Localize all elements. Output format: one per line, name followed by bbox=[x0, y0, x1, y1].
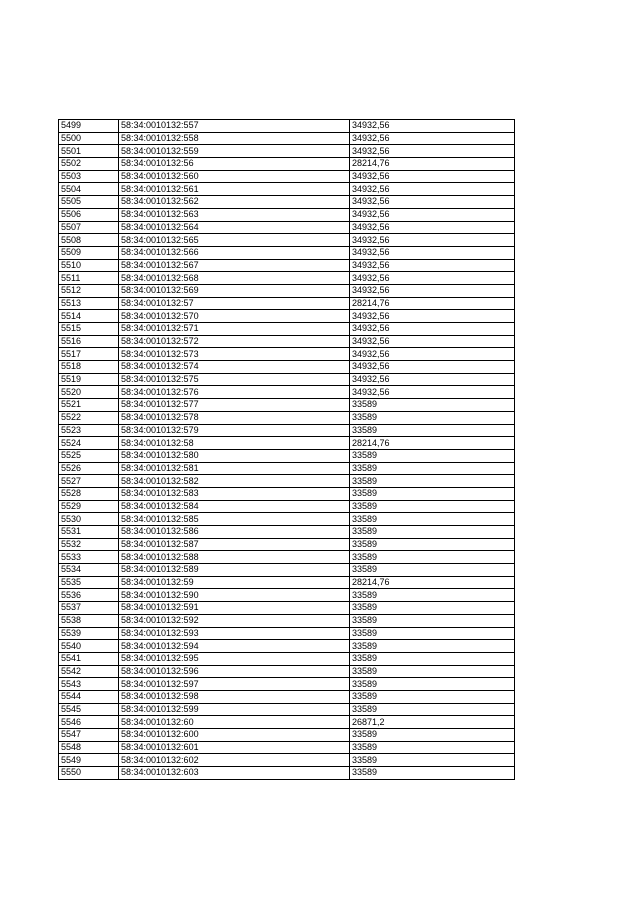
row-number-cell: 5526 bbox=[59, 462, 119, 475]
table-row bbox=[59, 259, 515, 272]
value-cell: 34932,56 bbox=[350, 323, 515, 336]
value-cell: 34932,56 bbox=[350, 170, 515, 183]
value-cell: 34932,56 bbox=[350, 183, 515, 196]
row-number-cell: 5503 bbox=[59, 170, 119, 183]
row-number-cell: 5507 bbox=[59, 221, 119, 234]
value-cell: 33589 bbox=[350, 564, 515, 577]
value-cell: 34932,56 bbox=[350, 335, 515, 348]
value-cell: 34932,56 bbox=[350, 196, 515, 209]
cadastral-number-cell: 58:34:0010132:557 bbox=[119, 120, 350, 133]
value-cell: 34932,56 bbox=[350, 259, 515, 272]
value-cell: 33589 bbox=[350, 602, 515, 615]
table-row bbox=[59, 729, 515, 742]
value-cell: 33589 bbox=[350, 449, 515, 462]
cadastral-number-cell: 58:34:0010132:567 bbox=[119, 259, 350, 272]
cadastral-number-cell: 58:34:0010132:577 bbox=[119, 399, 350, 412]
value-cell: 33589 bbox=[350, 589, 515, 602]
table-row bbox=[59, 475, 515, 488]
value-cell: 33589 bbox=[350, 754, 515, 767]
row-number-cell: 5539 bbox=[59, 627, 119, 640]
row-number-cell: 5522 bbox=[59, 411, 119, 424]
value-cell: 34932,56 bbox=[350, 284, 515, 297]
value-cell: 33589 bbox=[350, 729, 515, 742]
cadastral-number-cell: 58:34:0010132:582 bbox=[119, 475, 350, 488]
table-row bbox=[59, 526, 515, 539]
value-cell: 33589 bbox=[350, 690, 515, 703]
cadastral-number-cell: 58:34:0010132:561 bbox=[119, 183, 350, 196]
table-row bbox=[59, 500, 515, 513]
table-row bbox=[59, 284, 515, 297]
cadastral-number-cell: 58:34:0010132:598 bbox=[119, 690, 350, 703]
row-number-cell: 5542 bbox=[59, 665, 119, 678]
table-row bbox=[59, 665, 515, 678]
value-cell: 33589 bbox=[350, 627, 515, 640]
row-number-cell: 5525 bbox=[59, 449, 119, 462]
row-number-cell: 5550 bbox=[59, 767, 119, 780]
value-cell: 34932,56 bbox=[350, 373, 515, 386]
table-row bbox=[59, 361, 515, 374]
table-row bbox=[59, 741, 515, 754]
row-number-cell: 5543 bbox=[59, 678, 119, 691]
cadastral-number-cell: 58:34:0010132:571 bbox=[119, 323, 350, 336]
cadastral-number-cell: 58:34:0010132:568 bbox=[119, 272, 350, 285]
table-row bbox=[59, 120, 515, 133]
table-row bbox=[59, 513, 515, 526]
value-cell: 33589 bbox=[350, 526, 515, 539]
value-cell: 28214,76 bbox=[350, 158, 515, 171]
row-number-cell: 5513 bbox=[59, 297, 119, 310]
row-number-cell: 5521 bbox=[59, 399, 119, 412]
row-number-cell: 5549 bbox=[59, 754, 119, 767]
table-row bbox=[59, 246, 515, 259]
cadastral-number-cell: 58:34:0010132:590 bbox=[119, 589, 350, 602]
value-cell: 33589 bbox=[350, 399, 515, 412]
table-row bbox=[59, 145, 515, 158]
value-cell: 26871,2 bbox=[350, 716, 515, 729]
value-cell: 34932,56 bbox=[350, 221, 515, 234]
row-number-cell: 5506 bbox=[59, 208, 119, 221]
value-cell: 34932,56 bbox=[350, 348, 515, 361]
value-cell: 33589 bbox=[350, 411, 515, 424]
table-row bbox=[59, 767, 515, 780]
value-cell: 34932,56 bbox=[350, 361, 515, 374]
table-row bbox=[59, 348, 515, 361]
cadastral-number-cell: 58:34:0010132:579 bbox=[119, 424, 350, 437]
value-cell: 33589 bbox=[350, 462, 515, 475]
cadastral-number-cell: 58:34:0010132:594 bbox=[119, 640, 350, 653]
cadastral-number-cell: 58:34:0010132:581 bbox=[119, 462, 350, 475]
cadastral-number-cell: 58:34:0010132:585 bbox=[119, 513, 350, 526]
row-number-cell: 5533 bbox=[59, 551, 119, 564]
value-cell: 33589 bbox=[350, 614, 515, 627]
cadastral-number-cell: 58:34:0010132:58 bbox=[119, 437, 350, 450]
cadastral-number-cell: 58:34:0010132:603 bbox=[119, 767, 350, 780]
value-cell: 33589 bbox=[350, 767, 515, 780]
value-cell: 33589 bbox=[350, 500, 515, 513]
value-cell: 28214,76 bbox=[350, 576, 515, 589]
cadastral-number-cell: 58:34:0010132:563 bbox=[119, 208, 350, 221]
table-row bbox=[59, 754, 515, 767]
value-cell: 33589 bbox=[350, 513, 515, 526]
table-row bbox=[59, 716, 515, 729]
cadastral-number-cell: 58:34:0010132:558 bbox=[119, 132, 350, 145]
table-row bbox=[59, 183, 515, 196]
table-row bbox=[59, 335, 515, 348]
table-row bbox=[59, 411, 515, 424]
cadastral-number-cell: 58:34:0010132:583 bbox=[119, 487, 350, 500]
value-cell: 33589 bbox=[350, 678, 515, 691]
row-number-cell: 5546 bbox=[59, 716, 119, 729]
table-row bbox=[59, 323, 515, 336]
table-row bbox=[59, 208, 515, 221]
table-row bbox=[59, 449, 515, 462]
cadastral-number-cell: 58:34:0010132:593 bbox=[119, 627, 350, 640]
value-cell: 34932,56 bbox=[350, 386, 515, 399]
data-table bbox=[58, 119, 515, 780]
cadastral-number-cell: 58:34:0010132:596 bbox=[119, 665, 350, 678]
cadastral-number-cell: 58:34:0010132:587 bbox=[119, 538, 350, 551]
row-number-cell: 5531 bbox=[59, 526, 119, 539]
value-cell: 33589 bbox=[350, 551, 515, 564]
table-row bbox=[59, 272, 515, 285]
row-number-cell: 5524 bbox=[59, 437, 119, 450]
cadastral-number-cell: 58:34:0010132:575 bbox=[119, 373, 350, 386]
row-number-cell: 5520 bbox=[59, 386, 119, 399]
cadastral-number-cell: 58:34:0010132:589 bbox=[119, 564, 350, 577]
row-number-cell: 5538 bbox=[59, 614, 119, 627]
value-cell: 33589 bbox=[350, 475, 515, 488]
row-number-cell: 5514 bbox=[59, 310, 119, 323]
cadastral-number-cell: 58:34:0010132:570 bbox=[119, 310, 350, 323]
value-cell: 34932,56 bbox=[350, 310, 515, 323]
row-number-cell: 5511 bbox=[59, 272, 119, 285]
value-cell: 34932,56 bbox=[350, 120, 515, 133]
table-row bbox=[59, 234, 515, 247]
value-cell: 33589 bbox=[350, 640, 515, 653]
cadastral-number-cell: 58:34:0010132:566 bbox=[119, 246, 350, 259]
row-number-cell: 5505 bbox=[59, 196, 119, 209]
value-cell: 33589 bbox=[350, 741, 515, 754]
row-number-cell: 5540 bbox=[59, 640, 119, 653]
cadastral-number-cell: 58:34:0010132:59 bbox=[119, 576, 350, 589]
table-row bbox=[59, 221, 515, 234]
row-number-cell: 5510 bbox=[59, 259, 119, 272]
row-number-cell: 5537 bbox=[59, 602, 119, 615]
table-row bbox=[59, 602, 515, 615]
table-row bbox=[59, 589, 515, 602]
row-number-cell: 5516 bbox=[59, 335, 119, 348]
table-row bbox=[59, 640, 515, 653]
table-row bbox=[59, 551, 515, 564]
value-cell: 34932,56 bbox=[350, 234, 515, 247]
cadastral-number-cell: 58:34:0010132:576 bbox=[119, 386, 350, 399]
row-number-cell: 5509 bbox=[59, 246, 119, 259]
row-number-cell: 5518 bbox=[59, 361, 119, 374]
row-number-cell: 5504 bbox=[59, 183, 119, 196]
cadastral-number-cell: 58:34:0010132:56 bbox=[119, 158, 350, 171]
row-number-cell: 5527 bbox=[59, 475, 119, 488]
cadastral-number-cell: 58:34:0010132:599 bbox=[119, 703, 350, 716]
table-row bbox=[59, 196, 515, 209]
cadastral-number-cell: 58:34:0010132:592 bbox=[119, 614, 350, 627]
row-number-cell: 5541 bbox=[59, 652, 119, 665]
cadastral-number-cell: 58:34:0010132:595 bbox=[119, 652, 350, 665]
row-number-cell: 5508 bbox=[59, 234, 119, 247]
value-cell: 34932,56 bbox=[350, 272, 515, 285]
row-number-cell: 5535 bbox=[59, 576, 119, 589]
row-number-cell: 5536 bbox=[59, 589, 119, 602]
value-cell: 33589 bbox=[350, 487, 515, 500]
value-cell: 33589 bbox=[350, 424, 515, 437]
cadastral-number-cell: 58:34:0010132:597 bbox=[119, 678, 350, 691]
row-number-cell: 5515 bbox=[59, 323, 119, 336]
value-cell: 28214,76 bbox=[350, 437, 515, 450]
cadastral-number-cell: 58:34:0010132:57 bbox=[119, 297, 350, 310]
row-number-cell: 5501 bbox=[59, 145, 119, 158]
cadastral-number-cell: 58:34:0010132:580 bbox=[119, 449, 350, 462]
cadastral-number-cell: 58:34:0010132:586 bbox=[119, 526, 350, 539]
cadastral-number-cell: 58:34:0010132:572 bbox=[119, 335, 350, 348]
row-number-cell: 5523 bbox=[59, 424, 119, 437]
value-cell: 34932,56 bbox=[350, 132, 515, 145]
row-number-cell: 5502 bbox=[59, 158, 119, 171]
cadastral-number-cell: 58:34:0010132:588 bbox=[119, 551, 350, 564]
value-cell: 33589 bbox=[350, 703, 515, 716]
table-row bbox=[59, 652, 515, 665]
table-row bbox=[59, 678, 515, 691]
table-row bbox=[59, 576, 515, 589]
table-body bbox=[59, 120, 515, 780]
cadastral-number-cell: 58:34:0010132:578 bbox=[119, 411, 350, 424]
table-row bbox=[59, 614, 515, 627]
row-number-cell: 5530 bbox=[59, 513, 119, 526]
row-number-cell: 5547 bbox=[59, 729, 119, 742]
table-row bbox=[59, 170, 515, 183]
row-number-cell: 5544 bbox=[59, 690, 119, 703]
value-cell: 33589 bbox=[350, 665, 515, 678]
value-cell: 28214,76 bbox=[350, 297, 515, 310]
cadastral-number-cell: 58:34:0010132:569 bbox=[119, 284, 350, 297]
cadastral-number-cell: 58:34:0010132:591 bbox=[119, 602, 350, 615]
table-row bbox=[59, 703, 515, 716]
table-row bbox=[59, 462, 515, 475]
table-row bbox=[59, 386, 515, 399]
value-cell: 34932,56 bbox=[350, 145, 515, 158]
value-cell: 33589 bbox=[350, 652, 515, 665]
row-number-cell: 5534 bbox=[59, 564, 119, 577]
value-cell: 33589 bbox=[350, 538, 515, 551]
table-row bbox=[59, 564, 515, 577]
value-cell: 34932,56 bbox=[350, 246, 515, 259]
table-row bbox=[59, 399, 515, 412]
row-number-cell: 5528 bbox=[59, 487, 119, 500]
table-row bbox=[59, 373, 515, 386]
table-row bbox=[59, 538, 515, 551]
row-number-cell: 5529 bbox=[59, 500, 119, 513]
cadastral-number-cell: 58:34:0010132:560 bbox=[119, 170, 350, 183]
table-row bbox=[59, 297, 515, 310]
cadastral-number-cell: 58:34:0010132:562 bbox=[119, 196, 350, 209]
cadastral-number-cell: 58:34:0010132:601 bbox=[119, 741, 350, 754]
cadastral-number-cell: 58:34:0010132:602 bbox=[119, 754, 350, 767]
cadastral-number-cell: 58:34:0010132:60 bbox=[119, 716, 350, 729]
table-row bbox=[59, 132, 515, 145]
value-cell: 34932,56 bbox=[350, 208, 515, 221]
table-row bbox=[59, 437, 515, 450]
cadastral-number-cell: 58:34:0010132:600 bbox=[119, 729, 350, 742]
table-row bbox=[59, 627, 515, 640]
table-row bbox=[59, 158, 515, 171]
row-number-cell: 5548 bbox=[59, 741, 119, 754]
cadastral-number-cell: 58:34:0010132:573 bbox=[119, 348, 350, 361]
row-number-cell: 5512 bbox=[59, 284, 119, 297]
cadastral-number-cell: 58:34:0010132:564 bbox=[119, 221, 350, 234]
cadastral-number-cell: 58:34:0010132:584 bbox=[119, 500, 350, 513]
row-number-cell: 5517 bbox=[59, 348, 119, 361]
row-number-cell: 5500 bbox=[59, 132, 119, 145]
row-number-cell: 5499 bbox=[59, 120, 119, 133]
cadastral-number-cell: 58:34:0010132:559 bbox=[119, 145, 350, 158]
cadastral-number-cell: 58:34:0010132:565 bbox=[119, 234, 350, 247]
table-row bbox=[59, 424, 515, 437]
row-number-cell: 5545 bbox=[59, 703, 119, 716]
cadastral-number-cell: 58:34:0010132:574 bbox=[119, 361, 350, 374]
table-row bbox=[59, 487, 515, 500]
table-row bbox=[59, 690, 515, 703]
row-number-cell: 5532 bbox=[59, 538, 119, 551]
table-row bbox=[59, 310, 515, 323]
row-number-cell: 5519 bbox=[59, 373, 119, 386]
